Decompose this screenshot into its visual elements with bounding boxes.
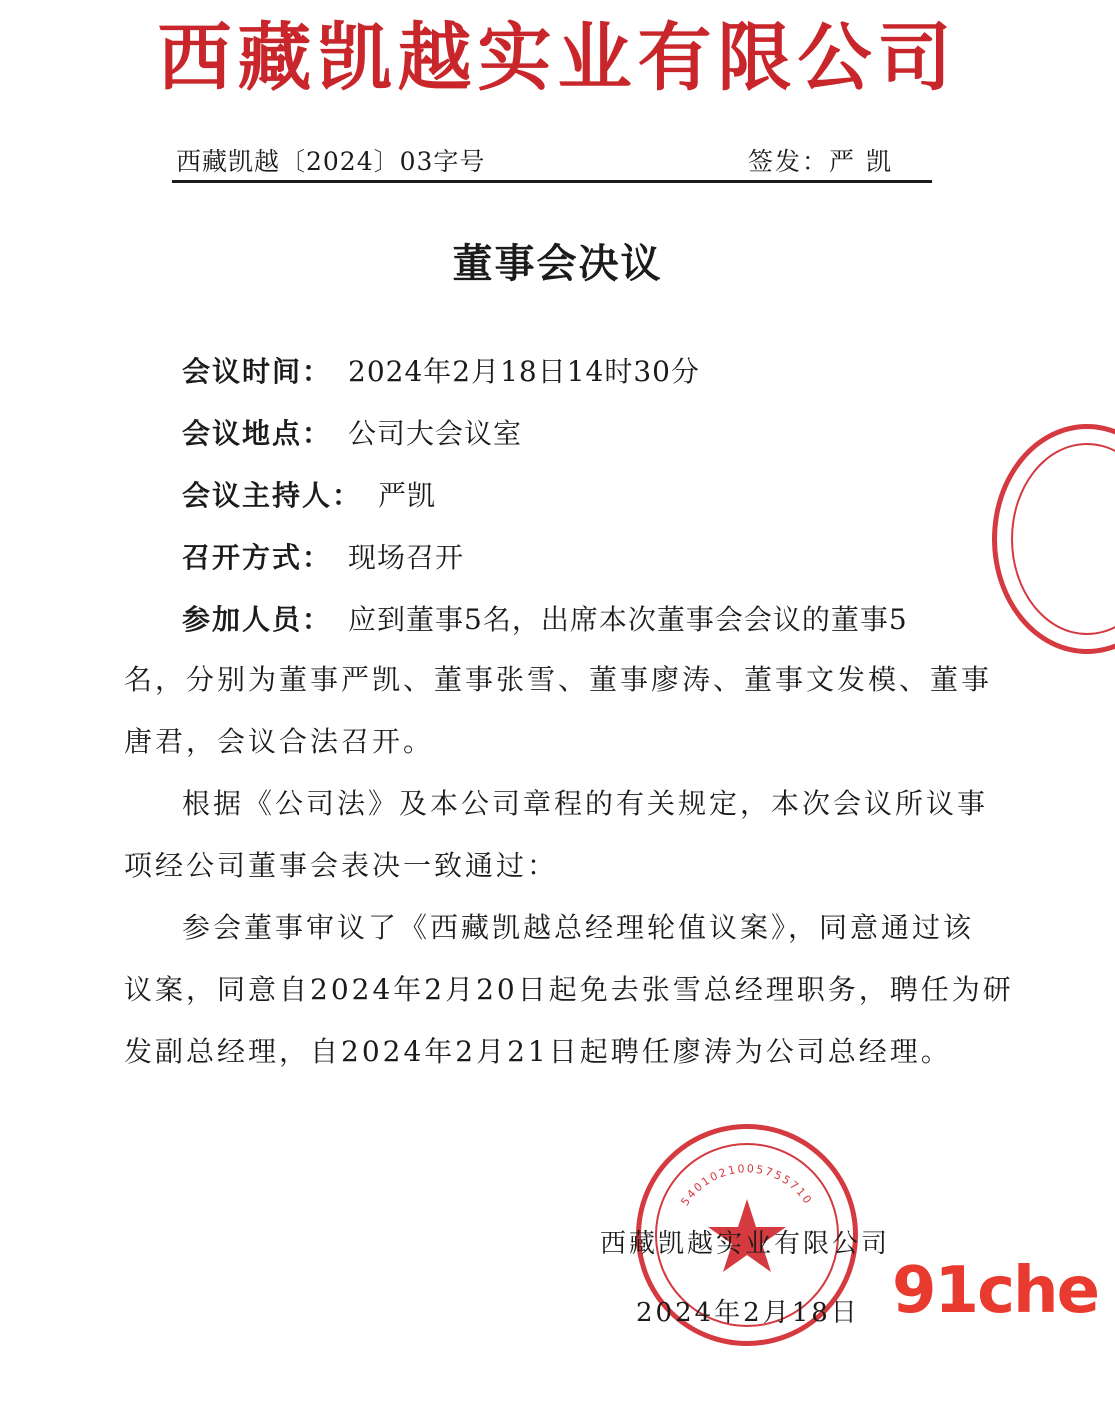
resolution-line-1: 参会董事审议了《西藏凯越总经理轮值议案》，同意通过该: [182, 911, 975, 944]
field-attendees: [182, 598, 908, 638]
field-value: 2024年2月18日14时30分: [348, 355, 700, 388]
issuer-label: 签发：: [748, 147, 830, 176]
field-value: 严凯: [378, 479, 437, 512]
partial-seal-stamp: [992, 424, 1115, 654]
signature-company: 西藏凯越实业有限公司: [600, 1229, 891, 1259]
seal-inner-ring: [1011, 443, 1115, 635]
document-title: 董事会决议: [452, 241, 663, 287]
header-divider: [172, 180, 932, 183]
basis-line-2: 项经公司董事会表决一致通过：: [124, 849, 559, 882]
issuer-name: 严 凯: [829, 147, 893, 176]
field-value: 公司大会议室: [348, 417, 523, 450]
field-label: 会议主持人：: [182, 479, 363, 512]
field-meeting-method: [182, 536, 464, 576]
field-label: 参加人员：: [182, 603, 333, 636]
signature-date: 2024年2月18日: [636, 1298, 860, 1328]
resolution-line-3: 发副总经理，自2024年2月21日起聘任廖涛为公司总经理。: [124, 1035, 952, 1068]
attendees-line-3: 唐君，会议合法召开。: [124, 725, 435, 758]
watermark-logo: 91che: [892, 1254, 1098, 1328]
issuer-block: [748, 142, 893, 178]
field-label: 会议时间：: [182, 355, 333, 388]
attendees-line-2: 名，分别为董事严凯、董事张雪、董事廖涛、董事文发模、董事: [124, 663, 993, 696]
field-label: 召开方式：: [182, 541, 333, 574]
field-label: 会议地点：: [182, 417, 333, 450]
field-value: 应到董事5名，出席本次董事会会议的董事5: [348, 603, 908, 636]
resolution-line-2: 议案，同意自2024年2月20日起免去张雪总经理职务，聘任为研: [124, 973, 1014, 1006]
field-meeting-place: [182, 412, 522, 452]
basis-line-1: 根据《公司法》及本公司章程的有关规定，本次会议所议事: [182, 787, 989, 820]
field-meeting-time: [182, 350, 700, 390]
field-value: 现场召开: [348, 541, 465, 574]
field-meeting-host: [182, 474, 436, 514]
document-number: 西藏凯越〔2024〕03字号: [176, 147, 486, 176]
seal-code-text: 5401021005755710: [678, 1162, 816, 1209]
company-letterhead: 西藏凯越实业有限公司: [157, 15, 958, 101]
